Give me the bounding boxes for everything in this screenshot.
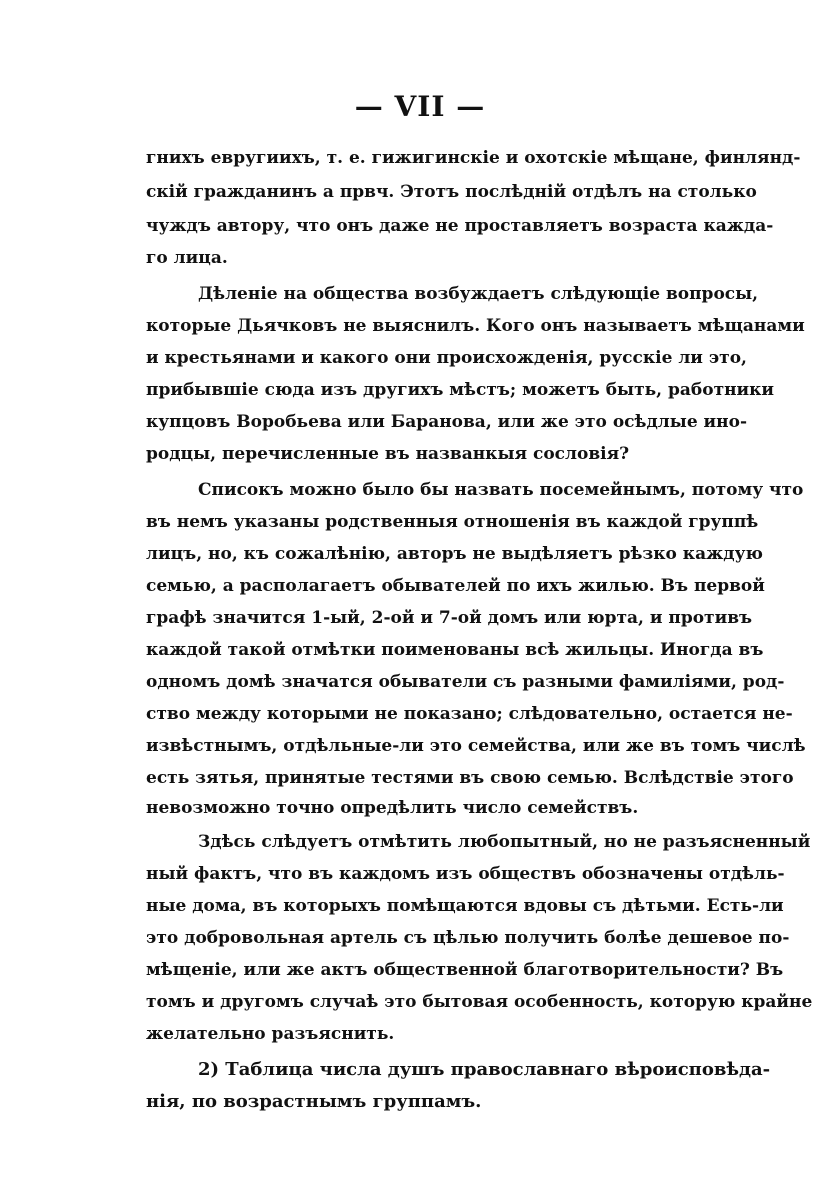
text-line: есть зятья, принятые тестями въ свою семью. Вслѣдствіе этого (146, 768, 794, 788)
text-line: скій гражданинъ а првч. Этотъ послѣдній отдѣлъ на столько (146, 182, 757, 202)
text-line: Списокъ можно было бы назвать посемейнымъ, потому что (198, 480, 804, 500)
text-line: семью, а располагаетъ обывателей по ихъ жилью. Въ первой (146, 576, 765, 596)
text-line: мѣщеніе, или же актъ общественной благотворительности? Въ (146, 960, 784, 980)
text-line: въ немъ указаны родственныя отношенія въ каждой группѣ (146, 512, 759, 532)
text-line: и крестьянами и какого они происхожденія, русскіе ли это, (146, 348, 747, 368)
text-line: прибывшіе сюда изъ другихъ мѣстъ; можетъ быть, работники (146, 380, 775, 400)
text-line: Дѣленіе на общества возбуждаетъ слѣдующіе вопросы, (198, 284, 759, 304)
text-line: гнихъ евругиихъ, т. е. гижигинскіе и охотскіе мѣщане, финлянд- (146, 148, 801, 168)
text-line: чуждъ автору, что онъ даже не проставляетъ возраста каждa- (146, 216, 774, 236)
text-line: го лица. (146, 248, 228, 268)
text-line: одномъ домѣ значатся обыватели съ разными фамиліями, род- (146, 672, 785, 692)
text-line: томъ и другомъ случаѣ это бытовая особенность, которую крайне (146, 992, 813, 1012)
text-line: 2) Таблица числа душъ православнаго вѣроисповѣда- (198, 1059, 771, 1080)
text-line: ные дома, въ которыхъ помѣщаются вдовы съ дѣтьми. Есть-ли (146, 896, 784, 916)
text-line: ный фактъ, что въ каждомъ изъ обществъ обозначены отдѣль- (146, 864, 785, 884)
text-line: ство между которыми не показано; слѣдовательно, остается не- (146, 704, 793, 724)
text-line: Здѣсь слѣдуетъ отмѣтить любопытный, но не разъясненный (198, 832, 811, 852)
text-line: лицъ, но, къ сожалѣнію, авторъ не выдѣляетъ рѣзко каждую (146, 544, 763, 564)
text-line: извѣстнымъ, отдѣльные-ли это семейства, или же въ томъ числѣ (146, 736, 806, 756)
text-line: которые Дьячковъ не выяснилъ. Кого онъ называетъ мѣщанами (146, 316, 805, 336)
text-line: это добровольная артель съ цѣлью получить болѣе дешевое по- (146, 928, 790, 948)
text-line: купцовъ Воробьева или Баранова, или же это осѣдлые ино- (146, 412, 748, 432)
text-line: графѣ значится 1-ый, 2-ой и 7-ой домъ или юрта, и противъ (146, 608, 753, 628)
text-line: невозможно точно опредѣлить число семействъ. (146, 798, 639, 818)
page-number: — VII — (354, 90, 486, 123)
text-line: желательно разъяснить. (146, 1024, 395, 1044)
text-line: каждой такой отмѣтки поименованы всѣ жильцы. Иногда въ (146, 640, 764, 660)
text-line: родцы, перечисленные въ названкыя сословія? (146, 444, 630, 464)
text-line: нія, по возрастнымъ группамъ. (146, 1091, 482, 1112)
